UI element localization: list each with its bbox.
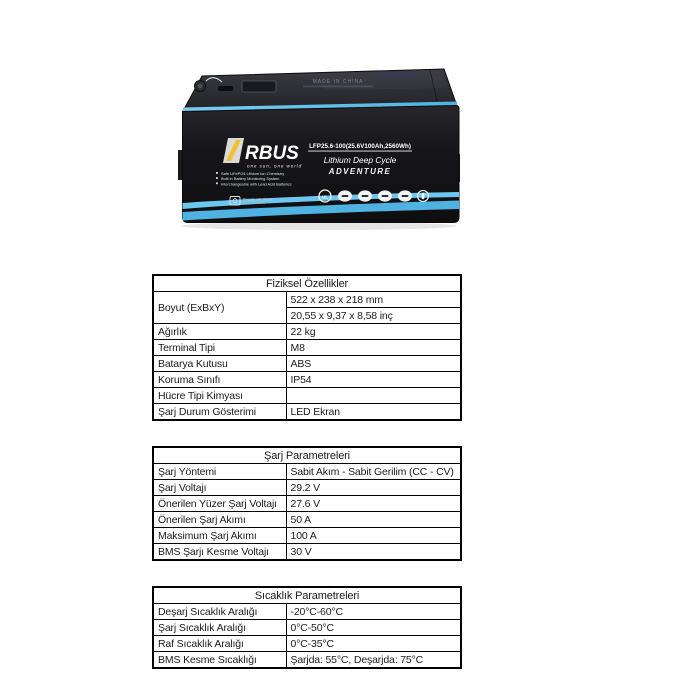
spec-label: BMS Şarjı Kesme Voltajı <box>153 544 286 561</box>
model-number: LFP25.6-100(25.6V100Ah,2560Wh) <box>309 143 411 150</box>
table-row <box>153 464 461 480</box>
battery-shadow <box>181 222 457 230</box>
table-row <box>153 512 461 528</box>
spec-value: 22 kg <box>286 324 461 340</box>
feature-item: Interchangeable with Lead Acid Batteries <box>221 181 292 187</box>
led-display-window <box>242 81 276 92</box>
spec-value: ABS <box>286 356 461 372</box>
physical-specs-table <box>152 274 462 421</box>
battery-terminal-cap <box>198 84 203 89</box>
lid-made-in-text: MADE IN CHINA <box>312 79 364 85</box>
spec-label: Batarya Kutusu <box>153 356 286 372</box>
bullet-icon <box>216 177 218 179</box>
bullet-icon <box>216 182 218 184</box>
table-row <box>153 388 461 404</box>
spec-value: 100 A <box>286 528 461 544</box>
table-row <box>153 292 461 308</box>
table-row <box>153 604 461 620</box>
charge-params-table <box>152 446 462 561</box>
spec-value: Şarjda: 55°C, Deşarjda: 75°C <box>286 652 461 669</box>
spec-value: 29.2 V <box>286 480 461 496</box>
cert-round-glyph <box>422 193 425 199</box>
spec-value <box>286 388 461 404</box>
logo-tagline: one sun, one world <box>247 163 303 169</box>
cert-badge-glyph <box>362 195 369 197</box>
spec-label: BMS Kesme Sıcaklığı <box>153 652 286 669</box>
cert-badge-glyph <box>342 195 349 197</box>
spec-value: 0°C-50°C <box>286 620 461 636</box>
bullet-icon <box>216 172 218 174</box>
table-row <box>153 404 461 421</box>
temperature-params-table <box>152 586 462 669</box>
lid-brand-text: ORBUS <box>379 69 421 80</box>
spec-label: Boyut (ExBxY) <box>153 292 286 324</box>
table-title: Fiziksel Özellikler <box>153 275 461 292</box>
feature-item: Safe LiFePO4 Lithium Ion Chemistry <box>221 171 285 176</box>
table-row <box>153 528 461 544</box>
spec-label: Maksimum Şarj Akımı <box>153 528 286 544</box>
spec-label: Raf Sıcaklık Aralığı <box>153 636 286 652</box>
cert-badge-glyph <box>382 195 389 197</box>
spec-value: 20,55 x 9,37 x 8,58 inç <box>286 308 461 324</box>
model-underline <box>308 151 412 152</box>
spec-value: LED Ekran <box>286 404 461 421</box>
spec-label: Şarj Sıcaklık Aralığı <box>153 620 286 636</box>
lid-fine-print-bar <box>303 86 373 88</box>
battery-product-image <box>178 62 460 234</box>
spec-value: 50 A <box>286 512 461 528</box>
terminal-slot <box>218 86 233 91</box>
spec-value: M8 <box>286 340 461 356</box>
spec-value: Sabit Akım - Sabit Gerilim (CC - CV) <box>286 464 461 480</box>
table-row <box>153 652 461 669</box>
series-name: Lithium Deep Cycle <box>323 155 397 165</box>
battery-illustration <box>178 62 460 234</box>
ul-icon-label: UL <box>321 194 329 200</box>
recycle-url-bar <box>243 202 265 204</box>
spec-label: Deşarj Sıcaklık Aralığı <box>153 604 286 620</box>
table-row <box>153 544 461 561</box>
spec-label: Şarj Yöntemi <box>153 464 286 480</box>
table-title: Sıcaklık Parametreleri <box>153 587 461 604</box>
spec-value: 0°C-35°C <box>286 636 461 652</box>
table-row <box>153 356 461 372</box>
table-title: Şarj Parametreleri <box>153 447 461 464</box>
table-row <box>153 620 461 636</box>
table-row <box>153 496 461 512</box>
spec-label: Koruma Sınıfı <box>153 372 286 388</box>
spec-value: -20°C-60°C <box>286 604 461 620</box>
table-row <box>153 340 461 356</box>
table-row <box>153 324 461 340</box>
table-row <box>153 372 461 388</box>
spec-label: Ağırlık <box>153 324 286 340</box>
spec-value: 30 V <box>286 544 461 561</box>
recycle-text: Recycle with Orbus <box>243 197 273 202</box>
cert-badge-glyph <box>402 195 409 197</box>
spec-label: Terminal Tipi <box>153 340 286 356</box>
table-row <box>153 480 461 496</box>
spec-label: Önerilen Şarj Akımı <box>153 512 286 528</box>
logo-text: RBUS <box>245 143 299 164</box>
spec-value: 27.6 V <box>286 496 461 512</box>
spec-value: IP54 <box>286 372 461 388</box>
spec-label: Şarj Durum Gösterimi <box>153 404 286 421</box>
table-row <box>153 636 461 652</box>
spec-label: Önerilen Yüzer Şarj Voltajı <box>153 496 286 512</box>
edition-name: ADVENTURE <box>328 167 392 176</box>
spec-label: Hücre Tipi Kimyası <box>153 388 286 404</box>
feature-item: Built in Battery Monitoring System <box>221 176 280 182</box>
spec-label: Şarj Voltajı <box>153 480 286 496</box>
spec-value: 522 x 238 x 218 mm <box>286 292 461 308</box>
